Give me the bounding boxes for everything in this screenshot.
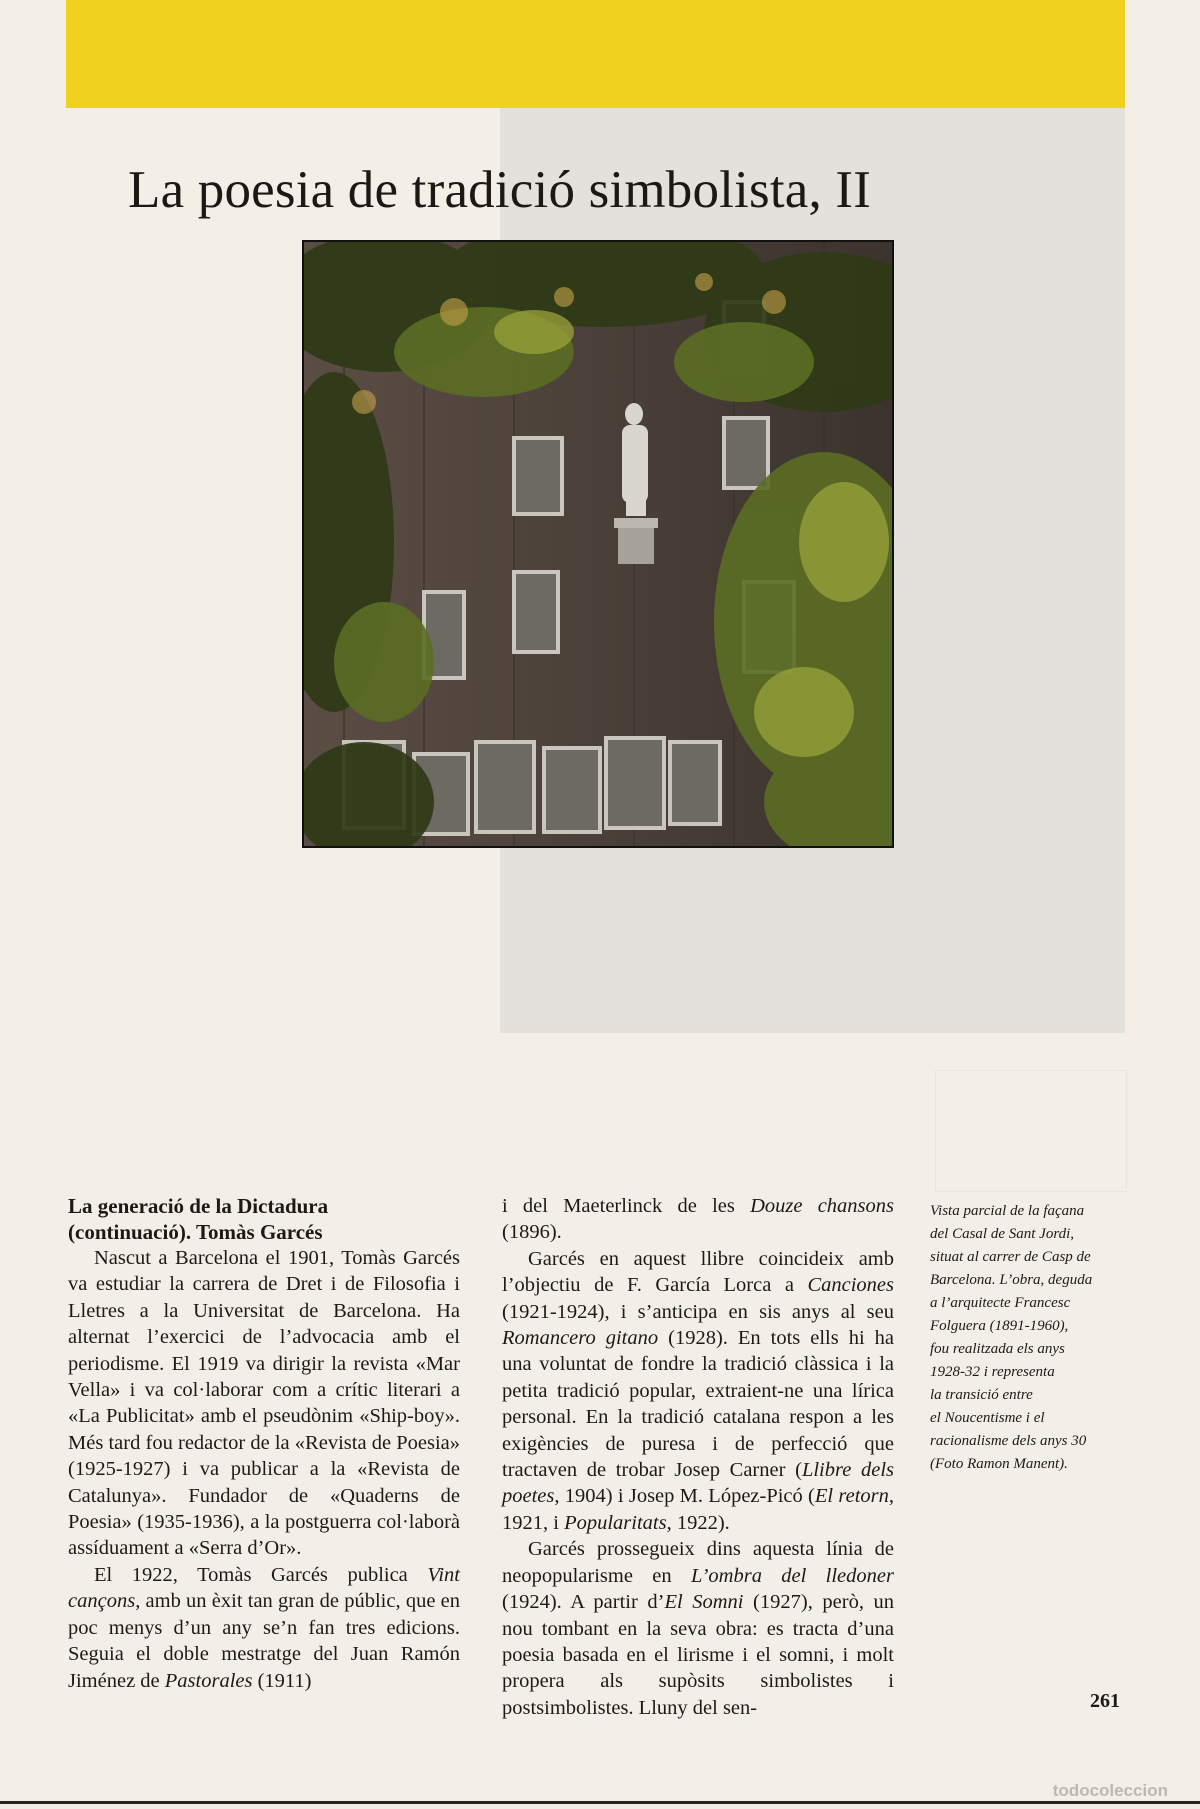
text-column-right	[502, 1193, 894, 1721]
text-run: i del Maeterlinck de les	[502, 1195, 751, 1217]
book-title: Romancero gitano	[502, 1327, 659, 1350]
book-title: Canciones	[807, 1274, 894, 1297]
text-run: El 1922, Tomàs Garcés publica	[94, 1563, 428, 1586]
caption-line: 1928-32 i representa	[930, 1364, 1055, 1380]
book-title: Douze chansons	[750, 1195, 894, 1217]
book-title: Pastorales	[164, 1669, 253, 1692]
text-column-left	[68, 1193, 460, 1694]
caption-line: racionalisme dels anys 30	[930, 1433, 1087, 1449]
body-paragraph	[502, 1536, 894, 1721]
page-title: La poesia de tradició simbolista, II	[128, 161, 872, 219]
caption-line: Barcelona. L’obra, deguda	[930, 1272, 1093, 1288]
text-run: , 1921, i	[502, 1485, 894, 1534]
section-heading-line1: La generació de la Dictadura	[68, 1194, 329, 1218]
section-heading-line2: (continuació). Tomàs Garcés	[68, 1220, 323, 1244]
book-title: El retorn	[814, 1485, 889, 1508]
text-run: , 1904) i Josep M. López-Picó (	[554, 1485, 815, 1508]
book-title: El Somni	[664, 1591, 744, 1614]
text-run: (1928). En tots ells hi ha una voluntat de fondre la tradició clàssica i la petita tradició popular, extraient-ne una lírica personal. En la tradició catalana respon a les exigències de puresa i de perfecció que tractaven de trobar Josep Carner (	[502, 1327, 894, 1482]
caption-line: (Foto Ramon Manent).	[930, 1456, 1068, 1472]
text-run: (1927), però, un nou tombant en la seva obra: es tracta d’una poesia basada en el lirisme i el somni, i molt propera als supòsits simbolistes i postsimbolistes. Lluny del sen-	[502, 1591, 894, 1719]
caption-line: la transició entre	[930, 1387, 1033, 1403]
text-run: Garcés prossegueix dins aquesta línia de neopopularisme en	[502, 1538, 894, 1587]
book-title: Llibre dels poetes	[502, 1459, 894, 1508]
caption-line: del Casal de Sant Jordi,	[930, 1226, 1075, 1242]
text-run: , 1922).	[666, 1511, 730, 1534]
caption-line: el Noucentisme i el	[930, 1410, 1045, 1426]
book-title: Popularitats	[564, 1511, 667, 1534]
book-title: Vint cançons	[68, 1563, 460, 1613]
text-run: Garcés en aquest llibre coincideix amb l’objectiu de F. García Lorca a	[502, 1247, 894, 1297]
photo-caption	[930, 1200, 1130, 1476]
book-title: L’ombra del lledoner	[690, 1564, 894, 1587]
text-run: (1924). A partir d’	[502, 1591, 665, 1614]
yellow-header-band	[66, 0, 1125, 108]
facade-photo	[302, 240, 894, 848]
body-paragraph	[68, 1562, 460, 1694]
body-paragraph	[502, 1193, 894, 1246]
text-run: (1921-1924), i s’anticipa en sis anys al seu	[502, 1300, 894, 1323]
caption-line: situat al carrer de Casp de	[930, 1249, 1091, 1265]
facade-photo-illustration	[304, 242, 892, 846]
bleed-through-thumbnail	[935, 1070, 1127, 1192]
body-paragraph: Nascut a Barcelona el 1901, Tomàs Garcés va estudiar la carrera de Dret i de Filosofia i Lletres a la Universitat de Barcelona. Ha alternat l’exercici de l’advocacia amb el periodisme. El 1919 va dirigir la revista «Mar Vella» i va col·laborar com a crític literari a «La Publicitat» amb el pseudònim «Ship-boy». Més tard fou redactor de la «Revista de Poesia» (1925-1927) i va publicar a la «Revista de Catalunya». Fundador de «Quaderns de Poesia» (1935-1936), a la postguerra col·laborà assíduament a «Serra d’Or».	[68, 1247, 460, 1560]
text-run: , amb un èxit tan gran de públic, que en poc menys d’un any se’n fan tres edicions. Seguia el doble mestratge del Juan Ramón Jiménez de	[68, 1590, 460, 1692]
watermark: todocoleccion	[1052, 1781, 1168, 1800]
body-paragraph	[502, 1246, 894, 1536]
text-run: (1896).	[502, 1221, 562, 1244]
text-run: (1911)	[252, 1669, 312, 1692]
bottom-rule	[0, 1801, 1200, 1804]
caption-line: Vista parcial de la façana	[930, 1203, 1085, 1219]
caption-line: fou realitzada els anys	[930, 1341, 1065, 1357]
caption-line: a l’arquitecte Francesc	[930, 1295, 1071, 1311]
page-number: 261	[1090, 1690, 1120, 1712]
caption-line: Folguera (1891-1960),	[930, 1318, 1069, 1334]
